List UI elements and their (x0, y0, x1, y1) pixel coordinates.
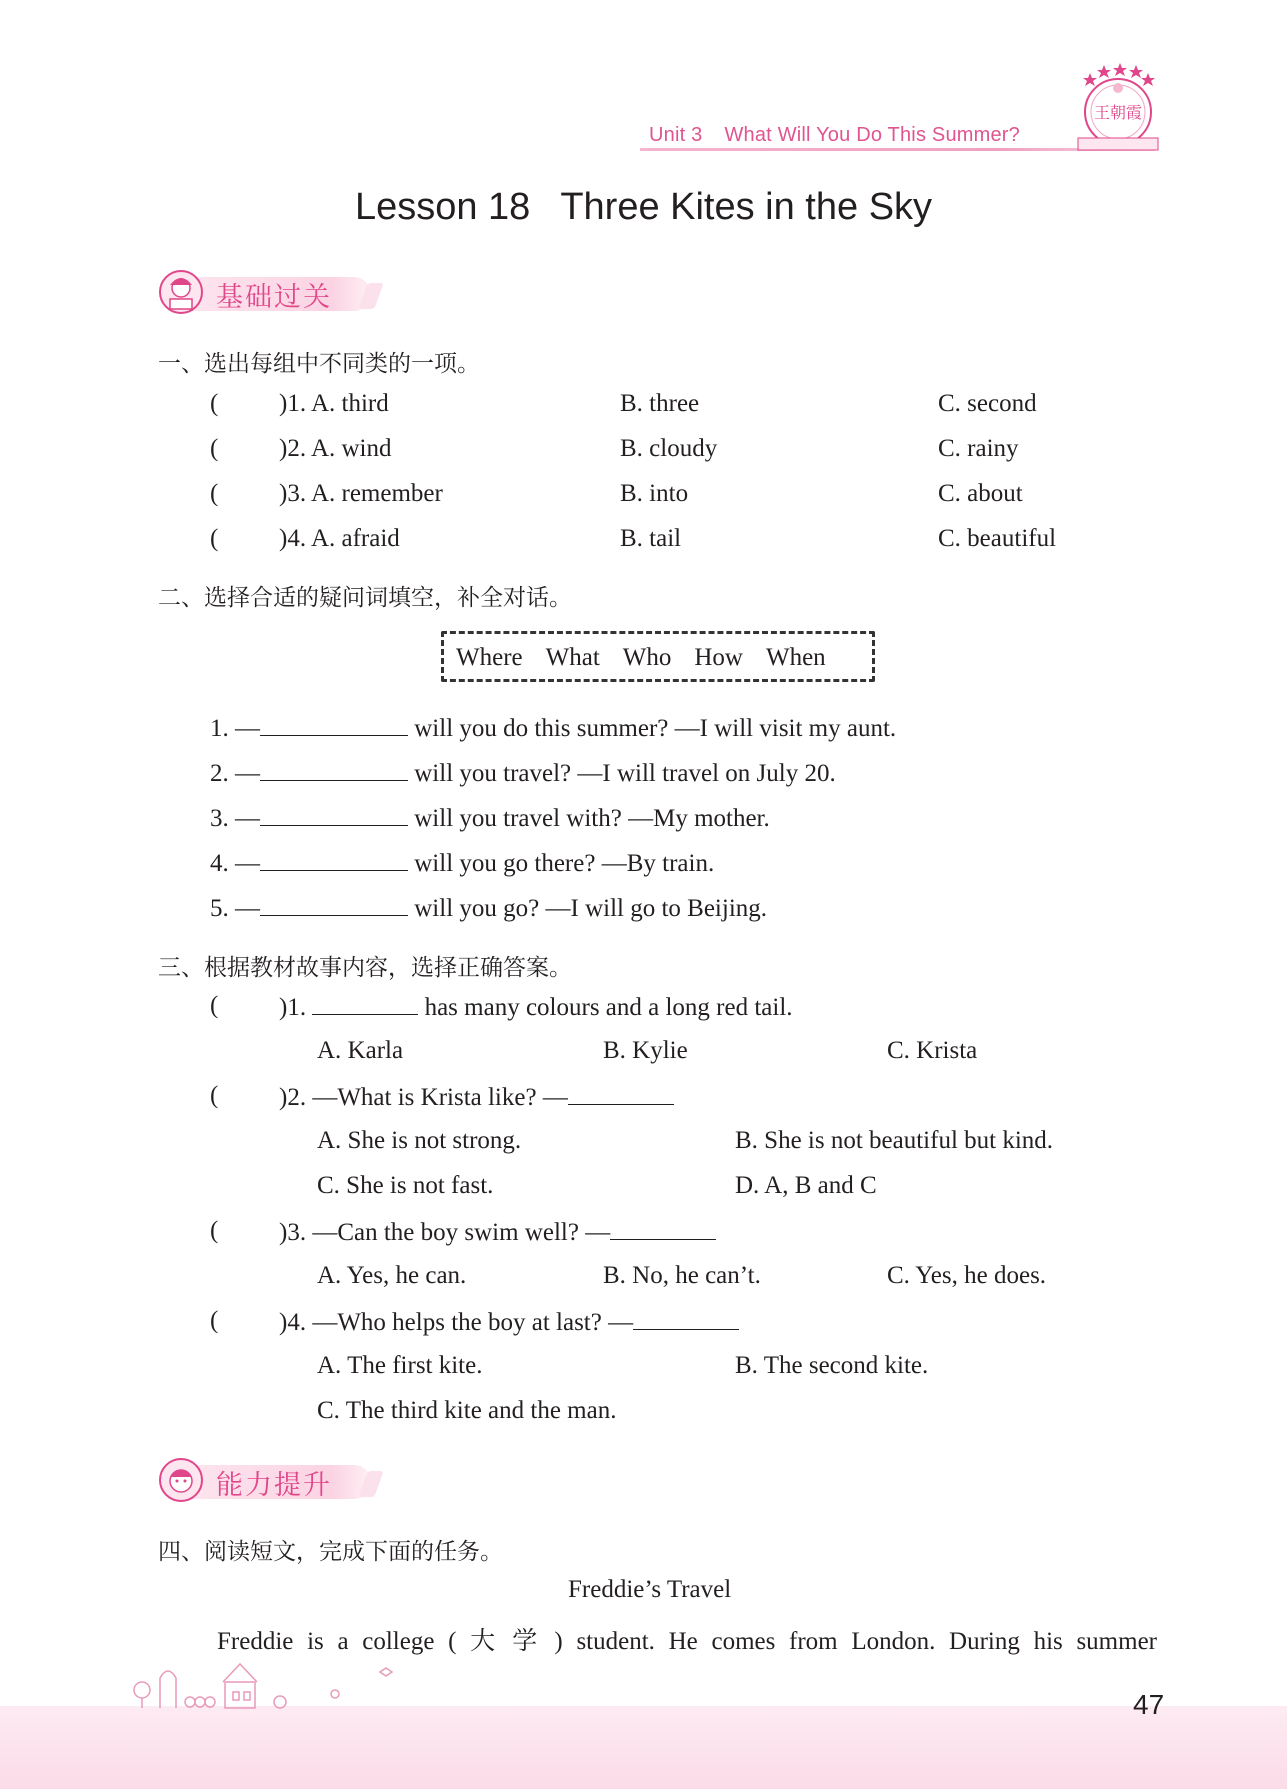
part1-heading: 一、选出每组中不同类的一项。 (158, 351, 480, 377)
boy-face-icon (158, 1457, 204, 1503)
part1-option-a-1: )1. A. third (279, 390, 389, 417)
section-label: 能力提升 (216, 1470, 332, 1501)
answer-blank[interactable] (568, 1082, 674, 1105)
passage-line: Freddie is a college ( 大 学 ) student. He comes from London. During his summer (217, 1628, 1157, 1655)
dialogue-item-1 (210, 713, 896, 743)
answer-blank[interactable] (312, 992, 418, 1015)
page-number: 47 (1133, 1689, 1165, 1720)
question-stem: )2. —What is Krista like? — (279, 1084, 568, 1111)
question-2 (279, 1082, 674, 1112)
passage-title: Freddie’s Travel (568, 1576, 732, 1603)
question-stem: )4. —Who helps the boy at last? — (279, 1309, 634, 1336)
q1-option-c: C. Krista (887, 1037, 978, 1064)
publisher-badge (1070, 60, 1160, 155)
q3-option-c: C. Yes, he does. (887, 1262, 1047, 1289)
q4-option-a: A. The first kite. (317, 1352, 483, 1379)
item-text: will you travel with? —My mother. (414, 805, 770, 832)
q4-option-b: B. The second kite. (735, 1352, 929, 1379)
q2-option-d: D. A, B and C (735, 1172, 877, 1199)
lesson-number: Lesson 18 (354, 186, 531, 228)
footer-band (0, 1706, 1287, 1789)
q1-option-a: A. Karla (317, 1037, 404, 1064)
question-3 (279, 1217, 716, 1247)
part1-option-c-1: C. second (938, 390, 1037, 417)
badge-text: 王朝霞 (1093, 103, 1143, 122)
item-number: 4. — (210, 850, 260, 877)
part1-option-c-2: C. rainy (938, 435, 1019, 462)
q1-option-b: B. Kylie (603, 1037, 688, 1064)
q-paren: ( (210, 1307, 219, 1334)
lesson-title (0, 186, 1287, 229)
item-number: 5. — (210, 895, 260, 922)
dialogue-item-2 (210, 758, 836, 788)
question-4 (279, 1307, 739, 1337)
part1-option-b-2: B. cloudy (620, 435, 718, 462)
word-bank-item: How (694, 644, 743, 671)
dialogue-item-4 (210, 848, 714, 878)
item-number: 2. — (210, 760, 260, 787)
part1-option-a-2: )2. A. wind (279, 435, 392, 462)
q2-option-b: B. She is not beautiful but kind. (735, 1127, 1054, 1154)
part4-heading: 四、阅读短文，完成下面的任务。 (158, 1539, 503, 1565)
word-bank-item: Where (456, 644, 523, 671)
part3-heading: 三、根据教材故事内容，选择正确答案。 (158, 955, 572, 981)
item-text: will you travel? —I will travel on July 20. (414, 760, 836, 787)
part1-option-c-4: C. beautiful (938, 525, 1057, 552)
unit-header (649, 124, 1020, 147)
part2-heading: 二、选择合适的疑问词填空，补全对话。 (158, 585, 572, 611)
q-paren: ( (210, 1082, 219, 1109)
item-text: will you do this summer? —I will visit my aunt. (414, 715, 897, 742)
q-paren: ( (210, 1217, 219, 1244)
town-illustration (120, 1650, 420, 1710)
part1-option-a-4: )4. A. afraid (279, 525, 400, 552)
q3-option-b: B. No, he can’t. (603, 1262, 761, 1289)
q2-option-c: C. She is not fast. (317, 1172, 494, 1199)
part1-paren-3: ( (210, 480, 219, 507)
part1-option-b-4: B. tail (620, 525, 682, 552)
word-bank-item: Who (622, 644, 672, 671)
item-number: 3. — (210, 805, 260, 832)
part1-option-b-3: B. into (620, 480, 689, 507)
answer-blank[interactable] (610, 1217, 716, 1240)
answer-blank[interactable] (260, 713, 408, 736)
answer-blank[interactable] (260, 803, 408, 826)
q4-option-c: C. The third kite and the man. (317, 1397, 617, 1424)
section-banner-ability (158, 1457, 378, 1505)
part1-option-b-1: B. three (620, 390, 700, 417)
item-text: will you go there? —By train. (414, 850, 715, 877)
answer-blank[interactable] (260, 758, 408, 781)
word-bank-item: What (545, 644, 600, 671)
answer-blank[interactable] (633, 1307, 739, 1330)
part1-option-a-3: )3. A. remember (279, 480, 443, 507)
part1-paren-2: ( (210, 435, 219, 462)
answer-blank[interactable] (260, 848, 408, 871)
question-stem: )3. —Can the boy swim well? — (279, 1219, 611, 1246)
q-paren: ( (210, 992, 219, 1019)
question-1 (279, 992, 793, 1022)
section-label: 基础过关 (216, 282, 332, 313)
unit-label: Unit 3 (649, 124, 703, 146)
part1-paren-1: ( (210, 390, 219, 417)
part1-paren-4: ( (210, 525, 219, 552)
question-stem: )1. (279, 994, 307, 1021)
item-number: 1. — (210, 715, 260, 742)
item-text: will you go? —I will go to Beijing. (414, 895, 768, 922)
dialogue-item-5 (210, 893, 767, 923)
lesson-name: Three Kites in the Sky (560, 186, 933, 228)
word-bank-item: When (765, 644, 826, 671)
section-banner-basic (158, 269, 378, 317)
word-bank (441, 631, 875, 682)
q2-option-a: A. She is not strong. (317, 1127, 522, 1154)
question-text: has many colours and a long red tail. (424, 994, 793, 1021)
q3-option-a: A. Yes, he can. (317, 1262, 467, 1289)
unit-title: What Will You Do This Summer? (724, 124, 1020, 146)
dialogue-item-3 (210, 803, 770, 833)
answer-blank[interactable] (260, 893, 408, 916)
girl-reading-icon (158, 269, 204, 315)
part1-option-c-3: C. about (938, 480, 1023, 507)
